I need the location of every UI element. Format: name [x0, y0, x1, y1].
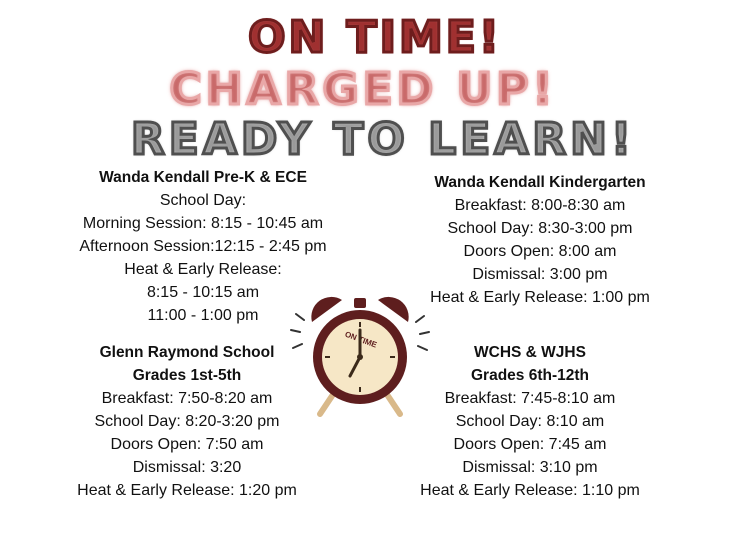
glenn-raymond-line: School Day: 8:20-3:20 pm [94, 413, 280, 430]
prek-line: 8:15 - 10:15 am [146, 284, 260, 301]
wchs-wjhs-line: Dismissal: 3:10 pm [462, 459, 598, 476]
kindergarten-schedule [400, 171, 680, 309]
headline-on-time: ON TIME! [248, 12, 502, 63]
glenn-raymond-line: Dismissal: 3:20 [132, 459, 242, 476]
prek-line: School Day: [159, 192, 247, 209]
prek-line: Heat & Early Release: [124, 261, 282, 278]
prek-title: Wanda Kendall Pre-K & ECE [99, 169, 307, 186]
wchs-wjhs-line: Doors Open: 7:45 am [453, 436, 607, 453]
glenn-raymond-schedule [52, 341, 322, 502]
kindergarten-line: Dismissal: 3:00 pm [472, 266, 608, 283]
prek-line: Afternoon Session:12:15 - 2:45 pm [79, 238, 327, 255]
glenn-raymond-line: Doors Open: 7:50 am [110, 436, 264, 453]
prek-line: Morning Session: 8:15 - 10:45 am [82, 215, 324, 232]
wchs-wjhs-line: Heat & Early Release: 1:10 pm [420, 482, 640, 499]
clock-face-text: ON TIME [343, 329, 379, 350]
headline-ready-to-learn: READY TO LEARN! [130, 114, 636, 165]
glenn-raymond-grades: Grades 1st-5th [132, 367, 242, 384]
kindergarten-line: School Day: 8:30-3:00 pm [447, 220, 633, 237]
glenn-raymond-line: Breakfast: 7:50-8:20 am [101, 390, 273, 407]
wchs-wjhs-line: Breakfast: 7:45-8:10 am [444, 390, 616, 407]
kindergarten-title: Wanda Kendall Kindergarten [434, 174, 646, 191]
wchs-wjhs-schedule [400, 341, 660, 502]
wchs-wjhs-line: School Day: 8:10 am [455, 413, 605, 430]
kindergarten-line: Doors Open: 8:00 am [463, 243, 617, 260]
alarm-clock-icon [290, 292, 430, 422]
prek-line: 11:00 - 1:00 pm [147, 307, 259, 324]
kindergarten-line: Breakfast: 8:00-8:30 am [454, 197, 626, 214]
glenn-raymond-title: Glenn Raymond School [99, 344, 275, 361]
wchs-wjhs-grades: Grades 6th-12th [470, 367, 589, 384]
headline-charged-up: CHARGED UP! [169, 64, 557, 115]
kindergarten-line: Heat & Early Release: 1:00 pm [430, 289, 650, 306]
glenn-raymond-line: Heat & Early Release: 1:20 pm [77, 482, 297, 499]
wchs-wjhs-title: WCHS & WJHS [474, 344, 586, 361]
